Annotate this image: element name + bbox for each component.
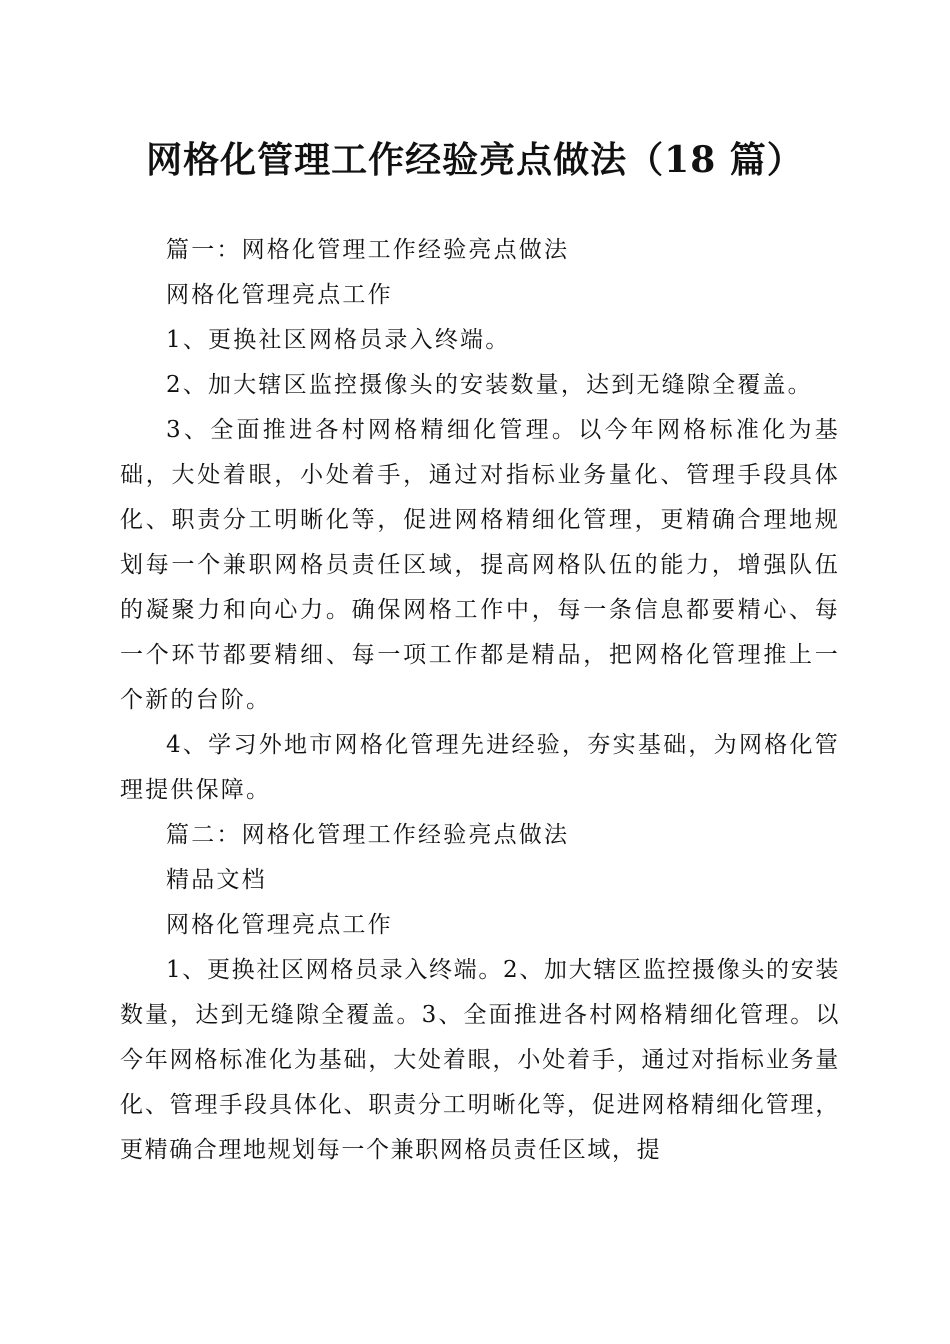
paragraph-item-2: 2、加大辖区监控摄像头的安装数量，达到无缝隙全覆盖。 (166, 372, 813, 398)
paragraph-combined-items: 1、更换社区网格员录入终端。2、加大辖区监控摄像头的安装数量，达到无缝隙全覆盖。3、全面推进各村网格精细化管理。以今年网格标准化为基础，大处着眼，小处着手，通过对指标业务量化、管理手段具体化、职责分工明晰化等，促进网格精细化管理，更精确合理地规划每一个兼职网格员责任区域，提 (120, 957, 840, 1163)
paragraph-item-3: 3、全面推进各村网格精细化管理。以今年网格标准化为基础，大处着眼，小处着手，通过对指标业务量化、管理手段具体化、职责分工明晰化等，促进网格精细化管理，更精确合理地规划每一个兼职网格员责任区域，提高网格队伍的能力，增强队伍的凝聚力和向心力。确保网格工作中，每一条信息都要精心、每一个环节都要精细、每一项工作都是精品，把网格化管理推上一个新的台阶。 (120, 417, 840, 713)
paragraph-doc-label: 精品文档 (166, 867, 267, 893)
paragraph-item-1: 1、更换社区网格员录入终端。 (166, 327, 511, 353)
paragraph-subheading: 网格化管理亮点工作 (166, 282, 393, 308)
document-title: 网格化管理工作经验亮点做法（18 篇） (146, 139, 804, 181)
paragraph-subheading-2: 网格化管理亮点工作 (166, 912, 393, 938)
document-body (120, 228, 840, 1173)
paragraph-item-4: 4、学习外地市网格化管理先进经验，夯实基础，为网格化管理提供保障。 (120, 732, 840, 803)
paragraph-section-1-heading: 篇一：网格化管理工作经验亮点做法 (166, 237, 570, 263)
paragraph-section-2-heading: 篇二：网格化管理工作经验亮点做法 (166, 822, 570, 848)
